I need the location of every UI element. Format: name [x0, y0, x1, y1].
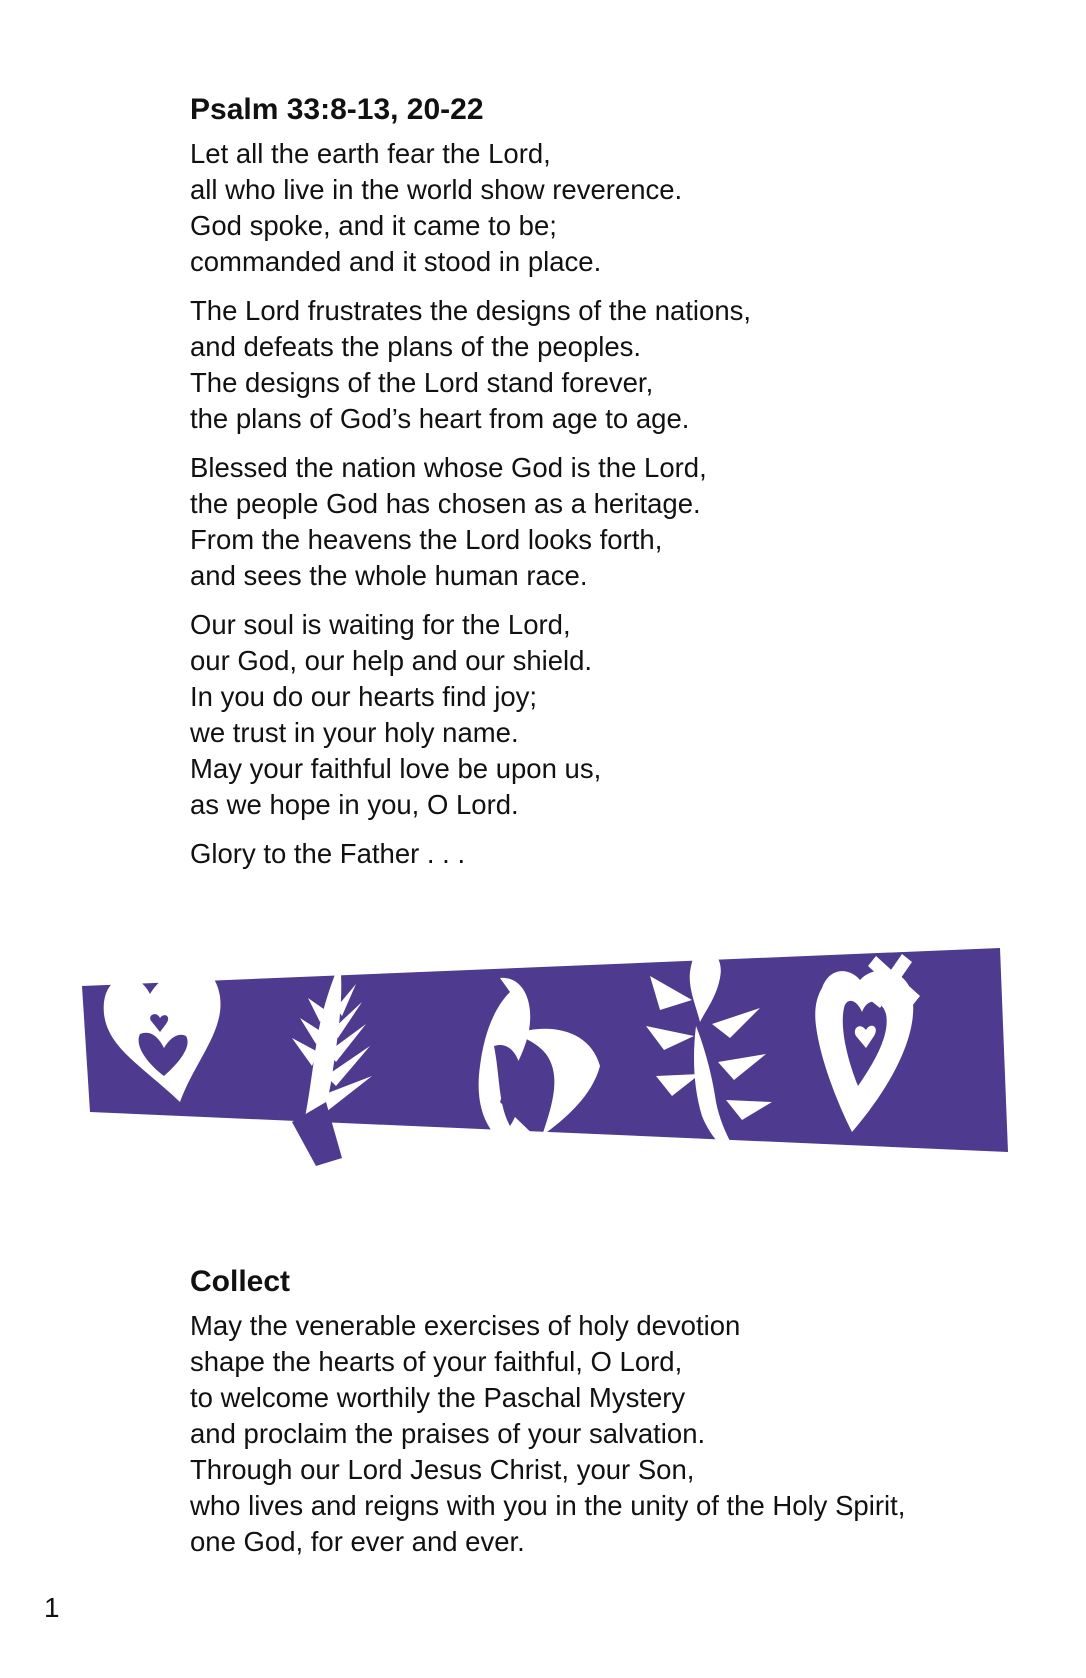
- psalm-line: as we hope in you, O Lord.: [190, 789, 519, 820]
- collect-line: shape the hearts of your faithful, O Lord,: [190, 1346, 683, 1377]
- collect-line: Through our Lord Jesus Christ, your Son,: [190, 1454, 695, 1485]
- psalm-section: [190, 88, 1050, 885]
- psalm-stanza: [190, 136, 1050, 280]
- collect-line: May the venerable exercises of holy devotion: [190, 1310, 741, 1341]
- psalm-line: and defeats the plans of the peoples.: [190, 331, 642, 362]
- psalm-line: From the heavens the Lord looks forth,: [190, 524, 663, 555]
- psalm-title: Psalm 33:8-13, 20-22: [190, 93, 484, 126]
- psalm-line: God spoke, and it came to be;: [190, 210, 557, 241]
- psalm-doxology: [190, 836, 1050, 872]
- psalm-line: our God, our help and our shield.: [190, 645, 593, 676]
- collect-line: who lives and reigns with you in the unity of the Holy Spirit,: [190, 1490, 906, 1521]
- psalm-line: May your faithful love be upon us,: [190, 753, 602, 784]
- psalm-line: Glory to the Father . . .: [190, 838, 466, 869]
- collect-line: and proclaim the praises of your salvation.: [190, 1418, 706, 1449]
- collect-section: [190, 1260, 1070, 1573]
- collect-prayer: [190, 1308, 1070, 1560]
- psalm-line: In you do our hearts find joy;: [190, 681, 538, 712]
- psalm-line: The designs of the Lord stand forever,: [190, 367, 654, 398]
- psalm-line: and sees the whole human race.: [190, 560, 588, 591]
- psalm-stanza: [190, 293, 1050, 437]
- psalm-line: Let all the earth fear the Lord,: [190, 138, 551, 169]
- psalm-line: all who live in the world show reverence.: [190, 174, 683, 205]
- decorative-banner: [80, 926, 1020, 1182]
- psalm-line: the plans of God’s heart from age to age.: [190, 403, 690, 434]
- psalm-line: Our soul is waiting for the Lord,: [190, 609, 571, 640]
- page-number: 1: [44, 1592, 60, 1623]
- collect-line: one God, for ever and ever.: [190, 1526, 525, 1557]
- psalm-stanza: [190, 450, 1050, 594]
- psalm-line: commanded and it stood in place.: [190, 246, 602, 277]
- psalm-line: Blessed the nation whose God is the Lord,: [190, 452, 707, 483]
- psalm-stanza: [190, 607, 1050, 823]
- collect-title: Collect: [190, 1265, 291, 1298]
- psalm-line: the people God has chosen as a heritage.: [190, 488, 701, 519]
- psalm-line: The Lord frustrates the designs of the nations,: [190, 295, 752, 326]
- psalm-line: we trust in your holy name.: [190, 717, 519, 748]
- collect-line: to welcome worthily the Paschal Mystery: [190, 1382, 686, 1413]
